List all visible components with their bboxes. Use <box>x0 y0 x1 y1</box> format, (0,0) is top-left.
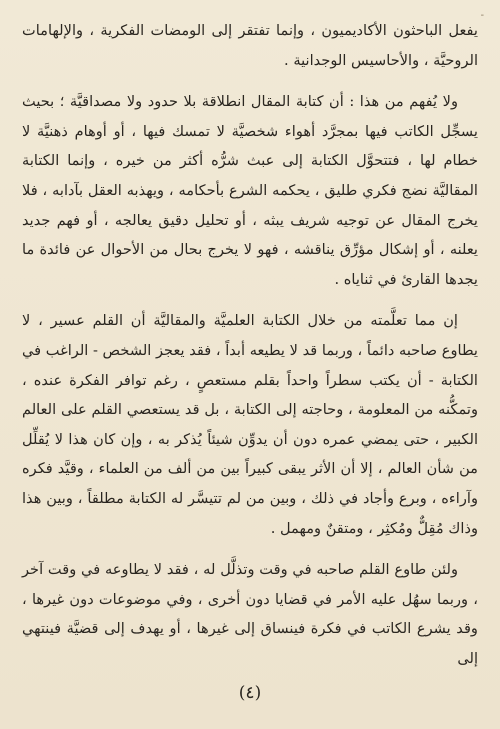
paragraph: إن مما تعلَّمته من خلال الكتابة العلميَّة والمقاليَّة أن القلم عسير ، لا يطاوع صاحبه دائماً ، وربما قد لا يطيعه أبداً ، فقد يعجز الشخص - الراغب في الكتابة - أن يكتب سطراً واحداً بقلم مستعصٍ ، رغم توافر الفكرة عنده ، وتمكُّنه من المعلومة ، وحاجته إلى الكتابة ، بل قد يستعصي القلم على العالم الكبير ، حتى يمضي عمره دون أن يدوِّن شيئاً يُذكر به ، وإن كان هذا لا يُقلِّل من شأن العالم ، إلا أن الأثر يبقى كبيراً بين من ألف من العلماء ، وقيَّد فكره وآراءه ، وبرع وأجاد في ذلك ، وبين من لم تتيسَّر له الكتابة مطلقاً ، وبين هذا وذاك مُقِلٌّ ومُكثِر ، ومتقنٌ ومهمل . <box>21 312 478 537</box>
corner-mark: - <box>480 10 484 21</box>
paragraph-continued: يفعل الباحثون الأكاديميون ، وإنما تفتقر إلى الومضات الفكرية ، والإلهامات الروحيَّة ، والأحاسيس الوجدانية . <box>22 22 478 69</box>
page-number: (٤) <box>238 683 262 703</box>
body-text <box>22 16 478 673</box>
paragraph: ولئن طاوع القلم صاحبه في وقت وتذلَّل له ، فقد لا يطاوعه في وقت آخر ، وربما سهُل عليه الأمر في قضايا دون أخرى ، وفي موضوعات دون غيرها ، وقد يشرع الكاتب في فكرة فينساق إلى غيرها ، أو يهدف إلى قضيَّة فينتهي إلى <box>22 561 478 667</box>
paragraph: ولا يُفهم من هذا : أن كتابة المقال انطلاقة بلا حدود ولا مصداقيَّة ؛ بحيث يسجِّل الكاتب فيها بمجرَّد أهواء شخصيَّة لا تمسك فيها ، أو أوهام ذهنيَّة لا خطام لها ، فتتحوَّل الكتابة إلى عبث شرُّه أكثر من خيره ، وإنما الكتابة المقاليَّة نضج فكري طليق ، يحكمه الشرع بأحكامه ، ويهذبه العقل بآدابه ، فلا يخرج المقال عن توجيه شريف يبثه ، أو تحليل دقيق يعالجه ، أو فهم جديد يعلنه ، أو إشكال مؤرِّق يناقشه ، فهو لا يخرج بحال من الأحوال عن فائدة ما يجدها القارئ في ثناياه . <box>22 93 478 288</box>
